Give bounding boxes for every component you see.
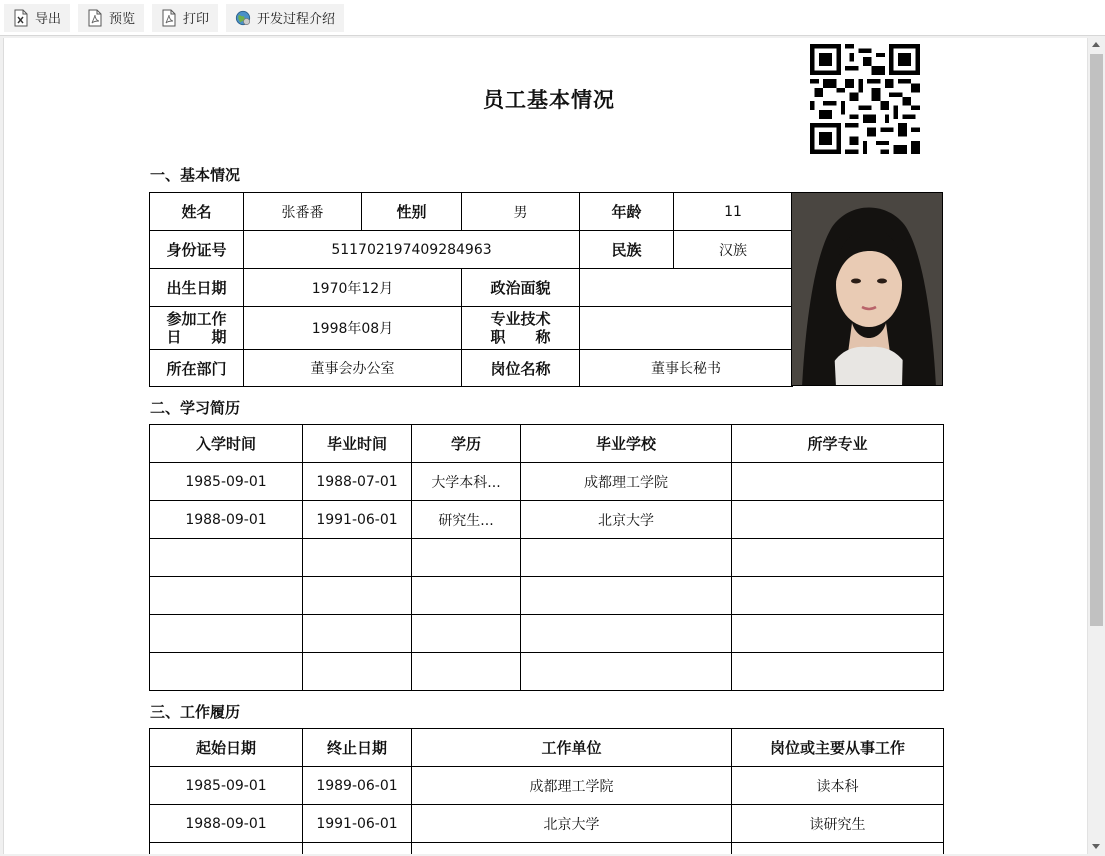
pdf-file-icon xyxy=(161,9,177,27)
dev-intro-button[interactable] xyxy=(226,4,344,32)
table-header-row xyxy=(150,729,944,767)
table-cell xyxy=(150,843,303,855)
table-row xyxy=(150,653,944,691)
work-date-label xyxy=(150,307,244,350)
scrollbar-thumb[interactable] xyxy=(1090,54,1103,626)
pdf-file-icon xyxy=(87,9,103,27)
table-cell xyxy=(150,615,303,653)
table-cell xyxy=(732,843,944,855)
table-cell xyxy=(303,577,412,615)
column-header: 工作单位 xyxy=(412,729,732,767)
education-table xyxy=(149,424,944,691)
work-date-label-line1: 参加工作 xyxy=(166,310,227,328)
section-basic-heading: 一、基本情况 xyxy=(150,166,241,184)
table-cell xyxy=(732,577,944,615)
excel-file-icon xyxy=(13,9,29,27)
preview-label: 预览 xyxy=(109,12,136,27)
table-cell: 研究生... xyxy=(412,501,521,539)
print-label: 打印 xyxy=(183,12,210,27)
preview-button[interactable] xyxy=(78,4,144,32)
id-value: 511702197409284963 xyxy=(244,231,580,269)
post-value: 董事长秘书 xyxy=(580,350,793,387)
column-header: 学历 xyxy=(412,425,521,463)
column-header: 毕业时间 xyxy=(303,425,412,463)
export-button[interactable] xyxy=(4,4,70,32)
table-cell xyxy=(303,843,412,855)
section-work-heading: 三、工作履历 xyxy=(150,703,241,721)
politics-value xyxy=(580,269,793,307)
report-viewport xyxy=(3,38,1087,854)
table-cell: 1988-07-01 xyxy=(303,463,412,501)
table-row xyxy=(150,501,944,539)
table-row xyxy=(150,843,944,855)
column-header: 所学专业 xyxy=(732,425,944,463)
table-cell xyxy=(521,539,732,577)
column-header: 终止日期 xyxy=(303,729,412,767)
prof-title-label-line2: 职 称 xyxy=(490,328,551,346)
table-cell xyxy=(150,539,303,577)
ethnic-label: 民族 xyxy=(580,231,674,269)
table-cell: 1985-09-01 xyxy=(150,767,303,805)
name-label: 姓名 xyxy=(150,193,244,231)
table-cell xyxy=(303,615,412,653)
birth-value: 1970年12月 xyxy=(244,269,462,307)
table-row xyxy=(150,463,944,501)
basic-info-table xyxy=(149,192,793,387)
table-cell: 北京大学 xyxy=(412,805,732,843)
table-cell xyxy=(412,539,521,577)
name-value: 张番番 xyxy=(244,193,362,231)
table-cell xyxy=(521,615,732,653)
prof-title-value xyxy=(580,307,793,350)
work-history-table xyxy=(149,728,944,854)
gender-label: 性别 xyxy=(362,193,462,231)
vertical-scrollbar[interactable] xyxy=(1087,38,1104,854)
table-cell: 1988-09-01 xyxy=(150,805,303,843)
prof-title-label xyxy=(462,307,580,350)
ethnic-value: 汉族 xyxy=(674,231,793,269)
work-date-value: 1998年08月 xyxy=(244,307,462,350)
table-cell: 读本科 xyxy=(732,767,944,805)
politics-label: 政治面貌 xyxy=(462,269,580,307)
table-cell xyxy=(521,577,732,615)
age-label: 年龄 xyxy=(580,193,674,231)
globe-icon xyxy=(235,9,251,27)
employee-photo xyxy=(791,192,943,386)
table-cell: 成都理工学院 xyxy=(521,463,732,501)
column-header: 岗位或主要从事工作 xyxy=(732,729,944,767)
table-cell xyxy=(732,501,944,539)
table-cell xyxy=(412,577,521,615)
work-date-label-line2: 日 期 xyxy=(166,328,227,346)
dept-label: 所在部门 xyxy=(150,350,244,387)
dev-intro-label: 开发过程介绍 xyxy=(257,12,336,27)
table-cell xyxy=(150,577,303,615)
column-header: 起始日期 xyxy=(150,729,303,767)
table-cell xyxy=(732,463,944,501)
table-cell xyxy=(732,615,944,653)
table-cell xyxy=(303,653,412,691)
print-button[interactable] xyxy=(152,4,218,32)
table-cell xyxy=(412,843,732,855)
column-header: 入学时间 xyxy=(150,425,303,463)
table-row xyxy=(150,615,944,653)
qr-code xyxy=(810,44,920,154)
table-row xyxy=(150,577,944,615)
table-cell: 读研究生 xyxy=(732,805,944,843)
export-label: 导出 xyxy=(35,12,62,27)
table-cell xyxy=(412,615,521,653)
table-row xyxy=(150,539,944,577)
scroll-down-arrow-icon[interactable] xyxy=(1092,844,1100,849)
table-row xyxy=(150,805,944,843)
table-cell xyxy=(150,653,303,691)
table-cell: 1991-06-01 xyxy=(303,501,412,539)
table-cell xyxy=(732,539,944,577)
table-cell: 1988-09-01 xyxy=(150,501,303,539)
table-cell xyxy=(412,653,521,691)
dept-value: 董事会办公室 xyxy=(244,350,462,387)
table-cell xyxy=(732,653,944,691)
table-cell xyxy=(303,539,412,577)
table-row xyxy=(150,767,944,805)
table-cell: 1985-09-01 xyxy=(150,463,303,501)
birth-label: 出生日期 xyxy=(150,269,244,307)
post-label: 岗位名称 xyxy=(462,350,580,387)
scroll-up-arrow-icon[interactable] xyxy=(1092,42,1100,47)
table-cell xyxy=(521,653,732,691)
column-header: 毕业学校 xyxy=(521,425,732,463)
table-cell: 成都理工学院 xyxy=(412,767,732,805)
table-cell: 北京大学 xyxy=(521,501,732,539)
prof-title-label-line1: 专业技术 xyxy=(490,310,551,328)
id-label: 身份证号 xyxy=(150,231,244,269)
gender-value: 男 xyxy=(462,193,580,231)
table-cell: 1991-06-01 xyxy=(303,805,412,843)
age-value: 11 xyxy=(674,193,793,231)
section-education-heading: 二、学习简历 xyxy=(150,399,241,417)
toolbar xyxy=(0,0,1105,36)
portrait-image xyxy=(792,193,943,386)
report-title: 员工基本情况 xyxy=(483,87,615,112)
table-header-row xyxy=(150,425,944,463)
table-cell: 大学本科... xyxy=(412,463,521,501)
table-cell: 1989-06-01 xyxy=(303,767,412,805)
